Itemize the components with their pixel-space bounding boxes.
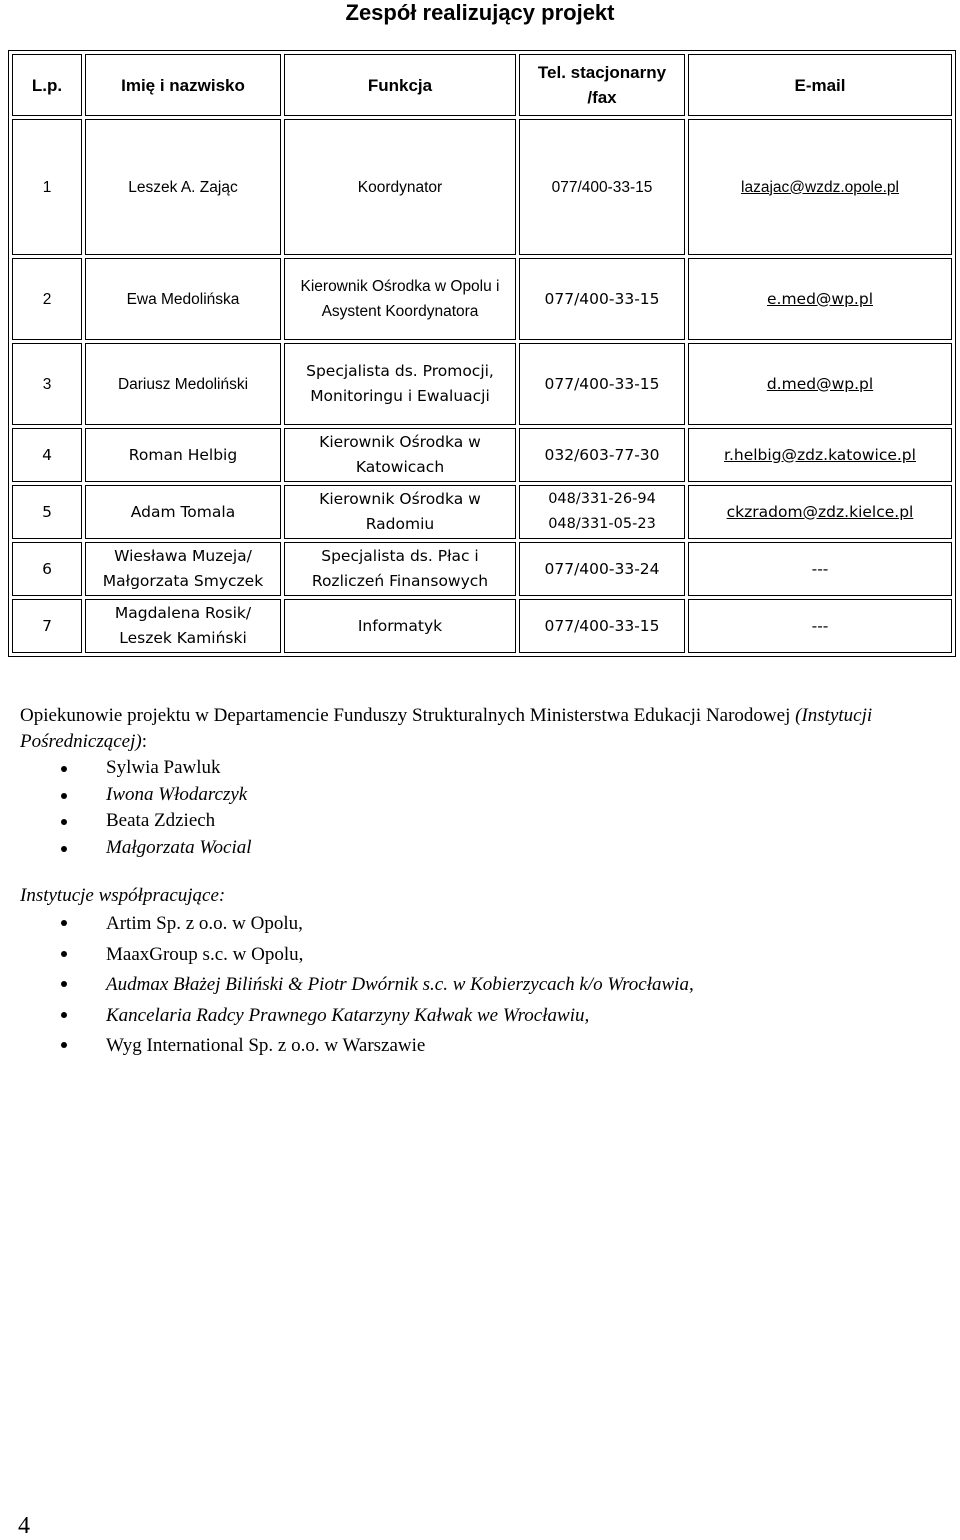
cell-function: Kierownik Ośrodka w Radomiu	[284, 485, 516, 539]
cell-lp: 1	[12, 119, 82, 255]
cell-function: Kierownik Ośrodka w Opolu i Asystent Koordynatora	[284, 258, 516, 340]
cell-phone: 077/400-33-15	[519, 119, 685, 255]
cell-email-link[interactable]: r.helbig@zdz.katowice.pl	[688, 428, 952, 482]
page-title: Zespół realizujący projekt	[345, 0, 615, 25]
cell-function: Informatyk	[284, 599, 516, 653]
supervisors-heading-colon: :	[141, 731, 147, 752]
list-item: Audmax Błażej Biliński & Piotr Dwórnik s.c. w Kobierzycach k/o Wrocławia,	[20, 970, 940, 1001]
cell-name: Roman Helbig	[85, 428, 281, 482]
cell-phone: 048/331-26-94 048/331-05-23	[519, 485, 685, 539]
cell-name: Ewa Medolińska	[85, 258, 281, 340]
header-function: Funkcja	[284, 54, 516, 116]
cell-email: ---	[688, 599, 952, 653]
cell-name: Magdalena Rosik/ Leszek Kamiński	[85, 599, 281, 653]
cell-name: Dariusz Medoliński	[85, 343, 281, 425]
project-contacts-section	[20, 703, 940, 1062]
list-item: Małgorzata Wocial	[20, 835, 940, 862]
team-table	[8, 50, 956, 657]
header-phone: Tel. stacjonarny /fax	[519, 54, 685, 116]
cell-phone: 077/400-33-15	[519, 258, 685, 340]
list-item: Kancelaria Radcy Prawnego Katarzyny Kałwak we Wrocławiu,	[20, 1001, 940, 1032]
partners-heading: Instytucje współpracujące:	[20, 885, 226, 906]
cell-email: ---	[688, 542, 952, 596]
header-email: E-mail	[688, 54, 952, 116]
table-row	[12, 119, 952, 255]
cell-phone: 077/400-33-15	[519, 599, 685, 653]
cell-name: Wiesława Muzeja/ Małgorzata Smyczek	[85, 542, 281, 596]
table-row	[12, 258, 952, 340]
cell-email-link[interactable]: e.med@wp.pl	[688, 258, 952, 340]
cell-phone: 077/400-33-24	[519, 542, 685, 596]
cell-phone: 032/603-77-30	[519, 428, 685, 482]
cell-function: Specjalista ds. Płac i Rozliczeń Finansowych	[284, 542, 516, 596]
supervisors-heading-text: Opiekunowie projektu w Departamencie Funduszy Strukturalnych Ministerstwa Edukacji Narodowej	[20, 705, 791, 726]
list-item: Artim Sp. z o.o. w Opolu,	[20, 909, 940, 940]
cell-function: Kierownik Ośrodka w Katowicach	[284, 428, 516, 482]
cell-function: Specjalista ds. Promocji, Monitoringu i Ewaluacji	[284, 343, 516, 425]
supervisors-heading	[20, 703, 940, 755]
cell-name: Leszek A. Zając	[85, 119, 281, 255]
table-row	[12, 343, 952, 425]
cell-lp: 3	[12, 343, 82, 425]
page-number: 4	[18, 1513, 30, 1539]
cell-phone: 077/400-33-15	[519, 343, 685, 425]
supervisors-heading-italic: (Instytucji Pośredniczącej)	[20, 705, 873, 752]
cell-email-link[interactable]: ckzradom@zdz.kielce.pl	[688, 485, 952, 539]
list-item: MaaxGroup s.c. w Opolu,	[20, 940, 940, 971]
list-item: Sylwia Pawluk	[20, 755, 940, 782]
header-lp: L.p.	[12, 54, 82, 116]
header-name: Imię i nazwisko	[85, 54, 281, 116]
supervisors-list	[20, 755, 940, 861]
list-item: Wyg International Sp. z o.o. w Warszawie	[20, 1031, 940, 1062]
cell-email-link[interactable]: d.med@wp.pl	[688, 343, 952, 425]
cell-lp: 4	[12, 428, 82, 482]
cell-lp: 5	[12, 485, 82, 539]
cell-name: Adam Tomala	[85, 485, 281, 539]
table-row	[12, 542, 952, 596]
list-item: Beata Zdziech	[20, 808, 940, 835]
table-row	[12, 599, 952, 653]
cell-email-link[interactable]: lazajac@wzdz.opole.pl	[688, 119, 952, 255]
cell-lp: 6	[12, 542, 82, 596]
cell-function: Koordynator	[284, 119, 516, 255]
list-item: Iwona Włodarczyk	[20, 782, 940, 809]
table-row	[12, 485, 952, 539]
cell-lp: 2	[12, 258, 82, 340]
partners-list	[20, 909, 940, 1062]
table-row	[12, 428, 952, 482]
table-header-row	[12, 54, 952, 116]
cell-lp: 7	[12, 599, 82, 653]
